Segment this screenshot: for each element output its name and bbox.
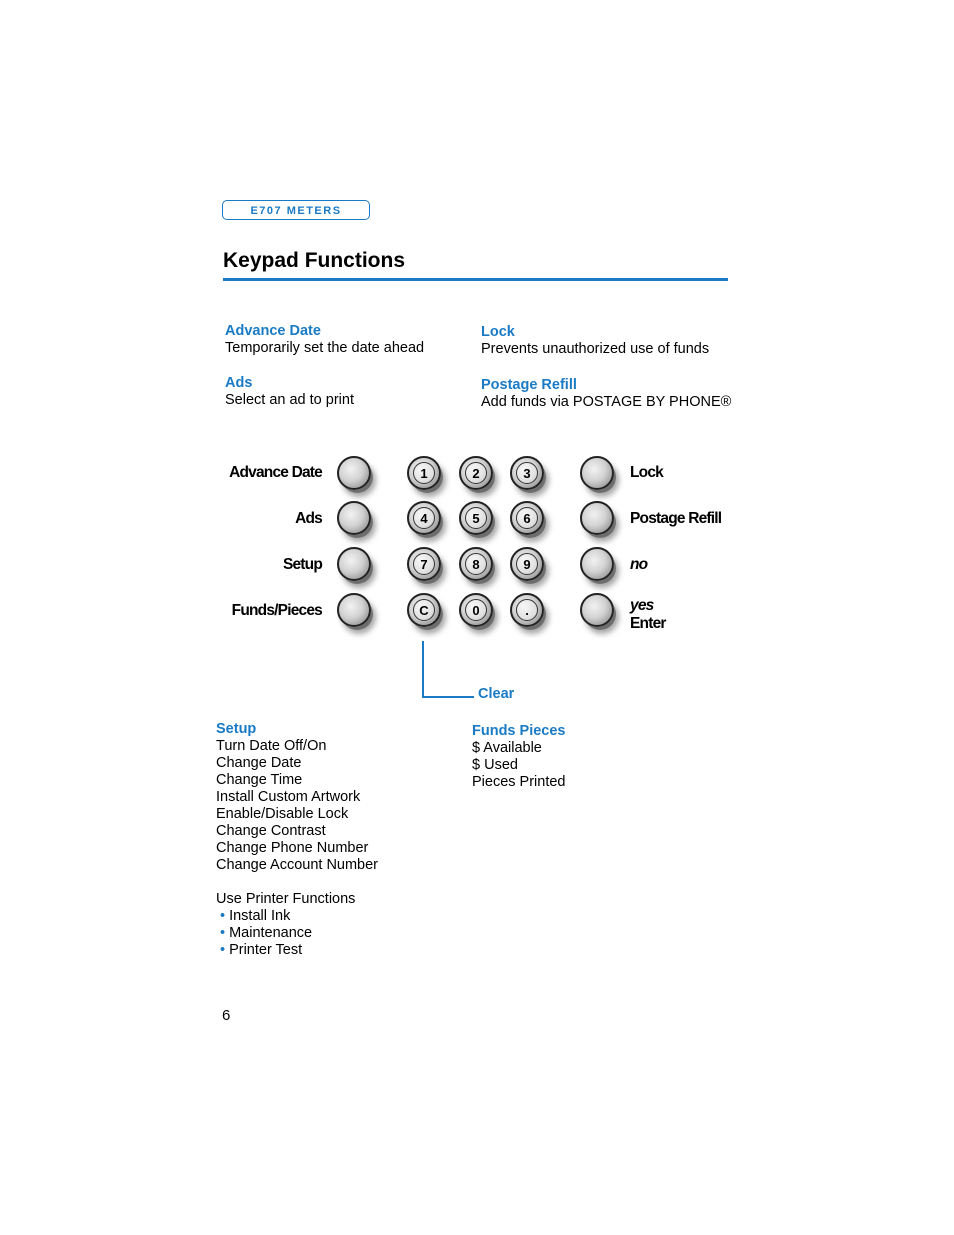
funds-pieces-list xyxy=(472,723,566,791)
digit-4-key[interactable] xyxy=(407,501,441,535)
list-item: Change Phone Number xyxy=(216,840,369,856)
key-glyph: 8 xyxy=(465,553,487,575)
digit-1-key[interactable] xyxy=(407,456,441,490)
setup-key[interactable] xyxy=(337,547,371,581)
key-glyph: 3 xyxy=(516,462,538,484)
bullet-icon: • xyxy=(220,942,226,958)
key-glyph: . xyxy=(516,599,538,621)
key-label-advance-date: Advance Date xyxy=(229,464,322,481)
key-glyph: 1 xyxy=(413,462,435,484)
digit-9-key[interactable] xyxy=(510,547,544,581)
definition-term: Ads xyxy=(225,375,253,391)
key-label-enter: Enter xyxy=(630,615,666,632)
definition-term: Postage Refill xyxy=(481,377,577,393)
list-item: Change Date xyxy=(216,755,302,771)
list-item: Change Contrast xyxy=(216,823,326,839)
list-item: Turn Date Off/On xyxy=(216,738,327,754)
definition-term: Lock xyxy=(481,324,515,340)
ads-key[interactable] xyxy=(337,501,371,535)
clear-callout-label: Clear xyxy=(478,686,515,702)
advance-date-key[interactable] xyxy=(337,456,371,490)
digit-3-key[interactable] xyxy=(510,456,544,490)
bullet-icon: • xyxy=(220,925,226,941)
definition-postage-refill xyxy=(481,377,731,411)
list-item xyxy=(216,925,378,942)
clear-key[interactable] xyxy=(407,593,441,627)
list-item xyxy=(216,942,378,959)
key-glyph: 9 xyxy=(516,553,538,575)
key-glyph: 5 xyxy=(465,507,487,529)
key-glyph: 7 xyxy=(413,553,435,575)
lock-key[interactable] xyxy=(580,456,614,490)
key-label-setup: Setup xyxy=(282,556,322,573)
definition-ads xyxy=(225,375,354,409)
bullet-text: Printer Test xyxy=(229,942,303,958)
digit-7-key[interactable] xyxy=(407,547,441,581)
clear-callout-line xyxy=(422,641,424,697)
definition-term: Advance Date xyxy=(225,323,321,339)
key-glyph: 0 xyxy=(465,599,487,621)
key-glyph: 2 xyxy=(465,462,487,484)
list-item: Change Time xyxy=(216,772,303,788)
key-glyph: C xyxy=(413,599,435,621)
decimal-key[interactable] xyxy=(510,593,544,627)
definition-lock xyxy=(481,324,709,358)
title-rule xyxy=(223,278,728,281)
list-item: $ Available xyxy=(472,740,542,756)
funds-pieces-key[interactable] xyxy=(337,593,371,627)
bullet-text: Maintenance xyxy=(229,925,313,941)
key-label-lock: Lock xyxy=(630,464,663,481)
no-key[interactable] xyxy=(580,547,614,581)
definition-desc: Prevents unauthorized use of funds xyxy=(481,341,710,357)
bullet-icon: • xyxy=(220,908,226,924)
key-label-funds-pieces: Funds/Pieces xyxy=(231,602,322,619)
list-spacer xyxy=(216,874,378,891)
key-label-no: no xyxy=(630,556,648,573)
digit-5-key[interactable] xyxy=(459,501,493,535)
yes-enter-key[interactable] xyxy=(580,593,614,627)
definition-desc: Add funds via POSTAGE BY PHONE® xyxy=(481,394,732,410)
funds-term: Funds Pieces xyxy=(472,723,566,739)
list-item: Enable/Disable Lock xyxy=(216,806,349,822)
digit-8-key[interactable] xyxy=(459,547,493,581)
page-title: Keypad Functions xyxy=(223,249,406,272)
definition-desc: Select an ad to print xyxy=(225,392,354,408)
list-item: Change Account Number xyxy=(216,857,379,873)
definition-advance-date xyxy=(225,323,424,357)
key-label-ads: Ads xyxy=(295,510,322,527)
section-tag: E707 METERS xyxy=(222,200,370,220)
bullet-text: Install Ink xyxy=(229,908,291,924)
list-item: $ Used xyxy=(472,757,518,773)
key-glyph: 4 xyxy=(413,507,435,529)
list-item: Install Custom Artwork xyxy=(216,789,361,805)
key-glyph: 6 xyxy=(516,507,538,529)
digit-0-key[interactable] xyxy=(459,593,493,627)
key-label-postage-refill: Postage Refill xyxy=(630,510,722,527)
definition-desc: Temporarily set the date ahead xyxy=(225,340,425,356)
setup-term: Setup xyxy=(216,721,257,737)
digit-2-key[interactable] xyxy=(459,456,493,490)
setup-list xyxy=(216,721,378,959)
printer-heading: Use Printer Functions xyxy=(216,891,356,907)
digit-6-key[interactable] xyxy=(510,501,544,535)
key-label-yes: yes xyxy=(630,597,654,614)
page-number: 6 xyxy=(222,1007,231,1024)
list-item xyxy=(216,908,378,925)
clear-callout-line xyxy=(422,696,474,698)
postage-refill-key[interactable] xyxy=(580,501,614,535)
list-item: Pieces Printed xyxy=(472,774,566,790)
